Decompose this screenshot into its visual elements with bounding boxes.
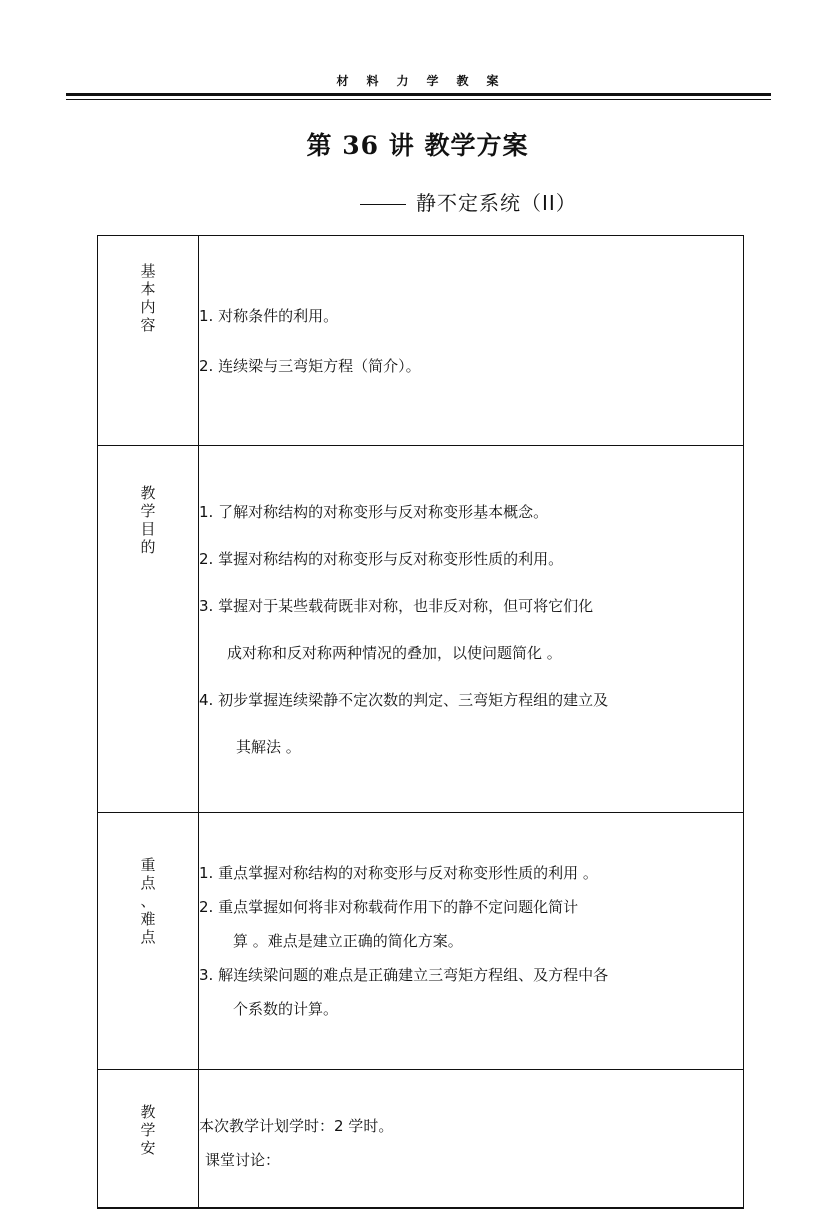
key-line: 3. 解连续梁问题的难点是正确建立三弯矩方程组、及方程中各 — [199, 966, 609, 984]
goal-line: 4. 初步掌握连续梁静不定次数的判定、三弯矩方程组的建立及 — [199, 690, 609, 709]
key-content-cell — [199, 813, 744, 1070]
arrangement-line: 课堂讨论： — [205, 1150, 281, 1169]
key-line: 算 。难点是建立正确的简化方案。 — [233, 932, 463, 950]
label-basic-content: 基 本 内 容 — [98, 236, 199, 446]
label-key-difficult: 重 点 、 难 点 — [98, 813, 199, 1070]
goal-line: 3. 掌握对于某些载荷既非对称，也非反对称，但可将它们化 — [199, 596, 594, 615]
basic-content-cell — [199, 236, 744, 446]
basic-item: 2. 连续梁与三弯矩方程（简介）。 — [199, 356, 421, 375]
goal-line: 成对称和反对称两种情况的叠加，以使问题简化 。 — [227, 643, 562, 662]
teaching-plan-table — [97, 235, 744, 1209]
basic-item: 1. 对称条件的利用。 — [199, 306, 339, 325]
header-rule-thick — [66, 93, 771, 96]
document-title: 第 36 讲 教学方案 — [306, 131, 529, 160]
page-header: 材料力学教案 — [336, 74, 517, 88]
arrangement-content-cell — [199, 1070, 744, 1209]
table-row-basic-content — [98, 236, 744, 446]
key-line: 2. 重点掌握如何将非对称载荷作用下的静不定问题化简计 — [199, 898, 579, 916]
goal-line: 1. 了解对称结构的对称变形与反对称变形基本概念。 — [199, 502, 549, 521]
subtitle-dash — [360, 204, 406, 205]
goal-line: 2. 掌握对称结构的对称变形与反对称变形性质的利用。 — [199, 549, 564, 568]
label-teaching-goal: 教 学 目 的 — [98, 446, 199, 813]
goal-line: 其解法 。 — [236, 737, 301, 756]
arrangement-line: 本次教学计划学时：2 学时。 — [199, 1116, 394, 1135]
goal-content-cell — [199, 446, 744, 813]
label-teaching-arrangement: 教 学 安 — [98, 1070, 199, 1209]
key-line: 个系数的计算。 — [233, 1000, 339, 1018]
table-row-teaching-arrangement — [98, 1070, 744, 1209]
table-row-key-difficult — [98, 813, 744, 1070]
header-rule-thin — [66, 99, 771, 100]
document-subtitle — [360, 187, 577, 216]
subtitle-text: 静不定系统（II） — [416, 191, 577, 215]
table-row-teaching-goal — [98, 446, 744, 813]
key-line: 1. 重点掌握对称结构的对称变形与反对称变形性质的利用 。 — [199, 864, 598, 882]
